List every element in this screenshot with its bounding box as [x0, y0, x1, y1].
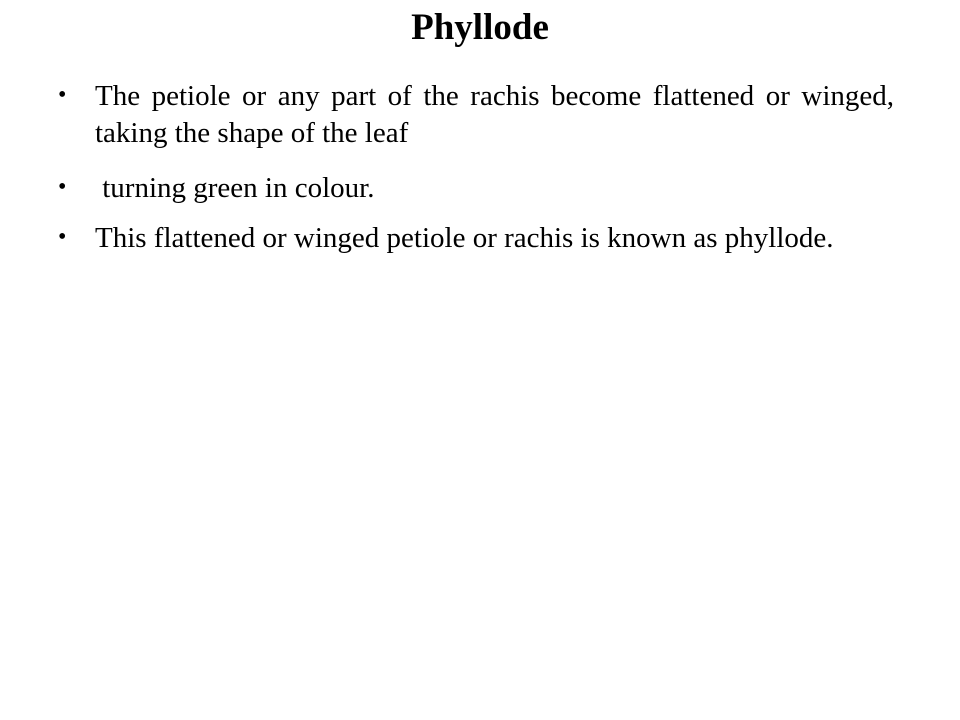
bullet-item [58, 220, 894, 257]
bullet-list [58, 78, 894, 275]
bullet-text: This flattened or winged petiole or rachis is known as phyllode. [95, 222, 834, 254]
bullet-icon: • [58, 224, 67, 250]
bullet-item [58, 170, 894, 207]
bullet-item [58, 78, 894, 152]
slide-title: Phyllode [411, 7, 549, 48]
bullet-text: The petiole or any part of the rachis become flattened or winged, taking the shape of the leaf [95, 80, 894, 149]
bullet-icon: • [58, 174, 67, 200]
bullet-text: turning green in colour. [95, 172, 375, 204]
bullet-icon: • [58, 82, 67, 108]
